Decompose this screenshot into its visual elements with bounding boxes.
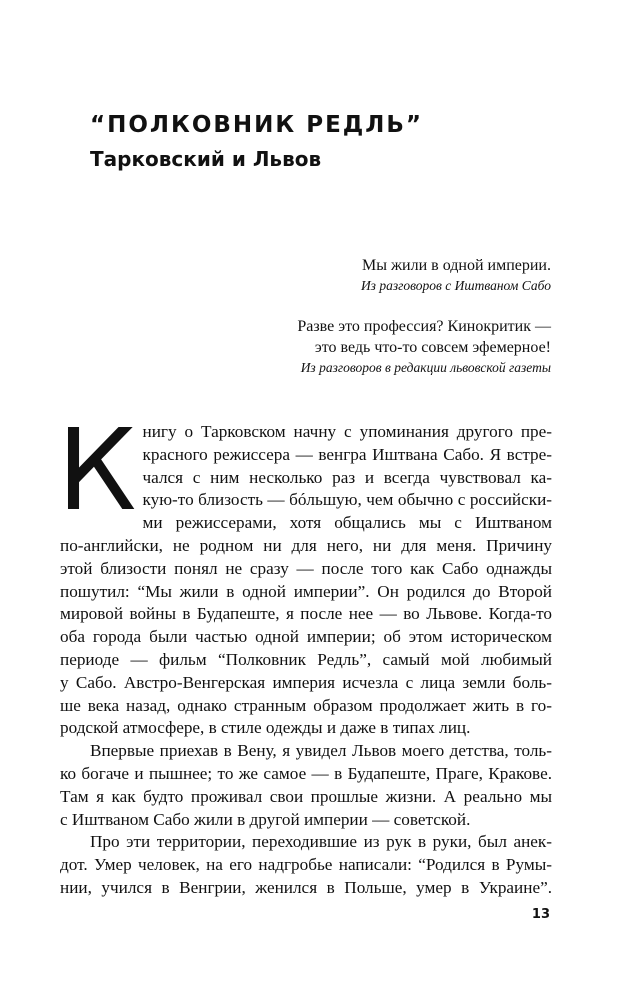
paragraph [60, 740, 552, 831]
chapter-subtitle: Тарковский и Львов [90, 147, 322, 171]
text-line: этой близости понял не сразу — после того как Сабо однажды [60, 558, 552, 578]
text-line: красного режиссера — венгра Иштвана Сабо. Я встре- [142, 444, 552, 464]
epigraph-text: Разве это профессия? Кинокритик — [297, 318, 551, 335]
text-line: родской атмосфере, в стиле одежды и даже в типах лиц. [60, 718, 471, 738]
body-text [57, 406, 552, 900]
text-line: у Сабо. Австро-Венгерская империя исчезла с лица земли боль- [60, 672, 552, 692]
text-line: мировой войны в Будапеште, я после нее — во Львове. Когда-то [60, 604, 552, 624]
text-line: нии, учился в Венгрии, женился в Польше, умер в Украине”. [60, 877, 552, 897]
epigraph [131, 255, 551, 296]
text-line: пошутил: “Мы жили в одной империи”. Он родился до Второй [60, 581, 552, 601]
text-line: Впервые приехав в Вену, я увидел Львов моего детства, толь- [90, 741, 552, 761]
text-line: ше века назад, однако странным образом продолжает жить в го- [60, 695, 552, 715]
epigraph-text: это ведь что-то совсем эфемерное! [314, 339, 551, 356]
epigraph-source: Из разговоров с Иштваном Сабо [360, 278, 551, 293]
text-line: чался с ним несколько раз и всегда чувствовал ка- [142, 467, 552, 487]
text-line: кую-то близость — бóльшую, чем обычно с российски- [142, 490, 552, 510]
text-line: оба города были частью одной империи; об этом историческом [60, 627, 552, 647]
text-line: Там я как будто проживал свои прошлые жизни. А реально мы [60, 786, 552, 806]
drop-cap: К [57, 406, 137, 536]
text-line: с Иштваном Сабо жили в другой империи — советской. [60, 809, 471, 829]
paragraph [60, 831, 552, 899]
text-line: ми режиссерами, хотя общались мы с Иштваном [142, 513, 552, 533]
text-line: по-английски, не родном ни для него, ни для меня. Причину [60, 535, 552, 555]
page-number: 13 [531, 907, 550, 922]
epigraphs [131, 255, 551, 398]
text-line: дот. Умер человек, на его надгробье написали: “Родился в Румы- [60, 855, 552, 875]
text-line: Про эти территории, переходившие из рук в руки, был анек- [90, 832, 552, 852]
text-line: периоде — фильм “Полковник Редль”, самый мой любимый [60, 649, 552, 669]
epigraph [131, 316, 551, 378]
text-line: нигу о Тарковском начну с упоминания другого пре- [142, 422, 552, 441]
epigraph-text: Мы жили в одной империи. [362, 257, 551, 274]
epigraph-source: Из разговоров в редакции львовской газеты [300, 360, 551, 375]
chapter-title: “ПОЛКОВНИК РЕДЛЬ” [90, 112, 424, 138]
text-line: ко богаче и пышнее; то же самое — в Будапеште, Праге, Кракове. [60, 763, 552, 783]
